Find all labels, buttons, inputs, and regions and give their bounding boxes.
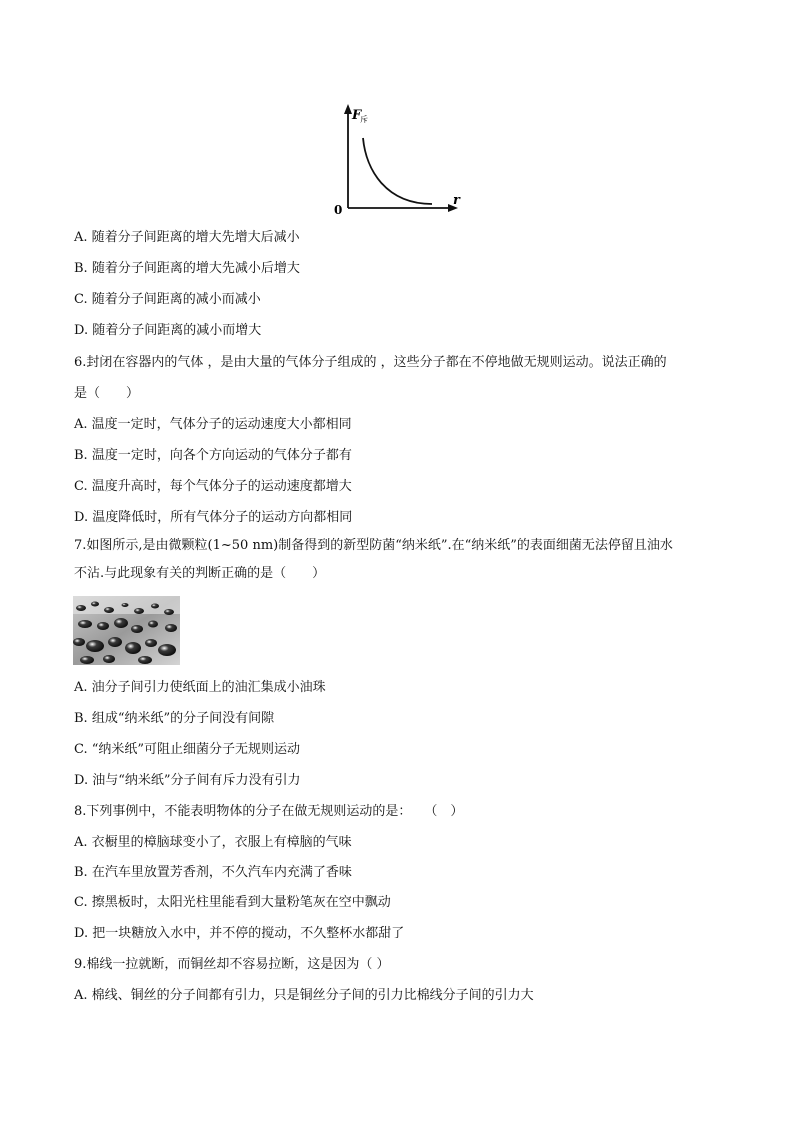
nano-paper-droplets-photo: [73, 596, 180, 665]
y-axis-arrow: [344, 104, 352, 114]
y-axis-label: F: [352, 108, 362, 123]
q8-option-b: B. 在汽车里放置芳香剂，不久汽车内充满了香味: [74, 865, 352, 880]
q5-option-a: A. 随着分子间距离的增大先增大后减小: [74, 230, 300, 245]
q5-option-d: D. 随着分子间距离的减小而增大: [74, 323, 262, 338]
q7-option-b: B. 组成“纳米纸”的分子间没有间隙: [74, 711, 275, 726]
repulsion-curve: [363, 138, 432, 204]
q7-option-d: D. 油与“纳米纸”分子间有斥力没有引力: [74, 773, 301, 788]
y-axis-label-sub: 斥: [360, 115, 368, 124]
q5-option-b: B. 随着分子间距离的增大先减小后增大: [74, 261, 300, 276]
origin-label: 0: [334, 203, 343, 217]
q9-option-a: A. 棉线、铜丝的分子间都有引力，只是铜丝分子间的引力比棉线分子间的引力大: [74, 988, 534, 1003]
q6-option-c: C. 温度升高时，每个气体分子的运动速度都增大: [74, 479, 352, 494]
q7-option-a: A. 油分子间引力使纸面上的油汇集成小油珠: [74, 680, 326, 695]
q6-stem-line1: 6.封闭在容器内的气体 ，是由大量的气体分子组成的 ，这些分子都在不停地做无规则运动。说法正确的: [74, 355, 667, 370]
q7-option-c: C. “纳米纸”可阻止细菌分子无规则运动: [74, 742, 301, 757]
q6-option-b: B. 温度一定时，向各个方向运动的气体分子都有: [74, 448, 352, 463]
x-axis-label: r: [453, 193, 460, 208]
q6-stem-line2: 是（ ）: [74, 386, 140, 401]
q8-option-c: C. 擦黑板时，太阳光柱里能看到大量粉笔灰在空中飘动: [74, 895, 391, 910]
q7-stem-line1: 7.如图所示,是由微颗粒(1~50 nm)制备得到的新型防菌“纳米纸”.在“纳米纸”的表面细菌无法停留且油水: [74, 538, 673, 553]
q7-stem-line2: 不沾.与此现象有关的判断正确的是（ ）: [74, 566, 326, 581]
q5-option-c: C. 随着分子间距离的减小而减小: [74, 292, 261, 307]
q9-stem: 9.棉线一拉就断，而铜丝却不容易拉断，这是因为（ ）: [74, 957, 390, 972]
q8-option-a: A. 衣橱里的樟脑球变小了，衣服上有樟脑的气味: [74, 835, 352, 850]
q6-option-a: A. 温度一定时，气体分子的运动速度大小都相同: [74, 417, 352, 432]
force-distance-graph: [330, 100, 470, 220]
q6-option-d: D. 温度降低时，所有气体分子的运动方向都相同: [74, 510, 353, 525]
q8-option-d: D. 把一块糖放入水中，并不停的搅动，不久整杯水都甜了: [74, 926, 405, 941]
q8-stem: 8.下列事例中，不能表明物体的分子在做无规则运动的是： （ ）: [74, 804, 464, 819]
